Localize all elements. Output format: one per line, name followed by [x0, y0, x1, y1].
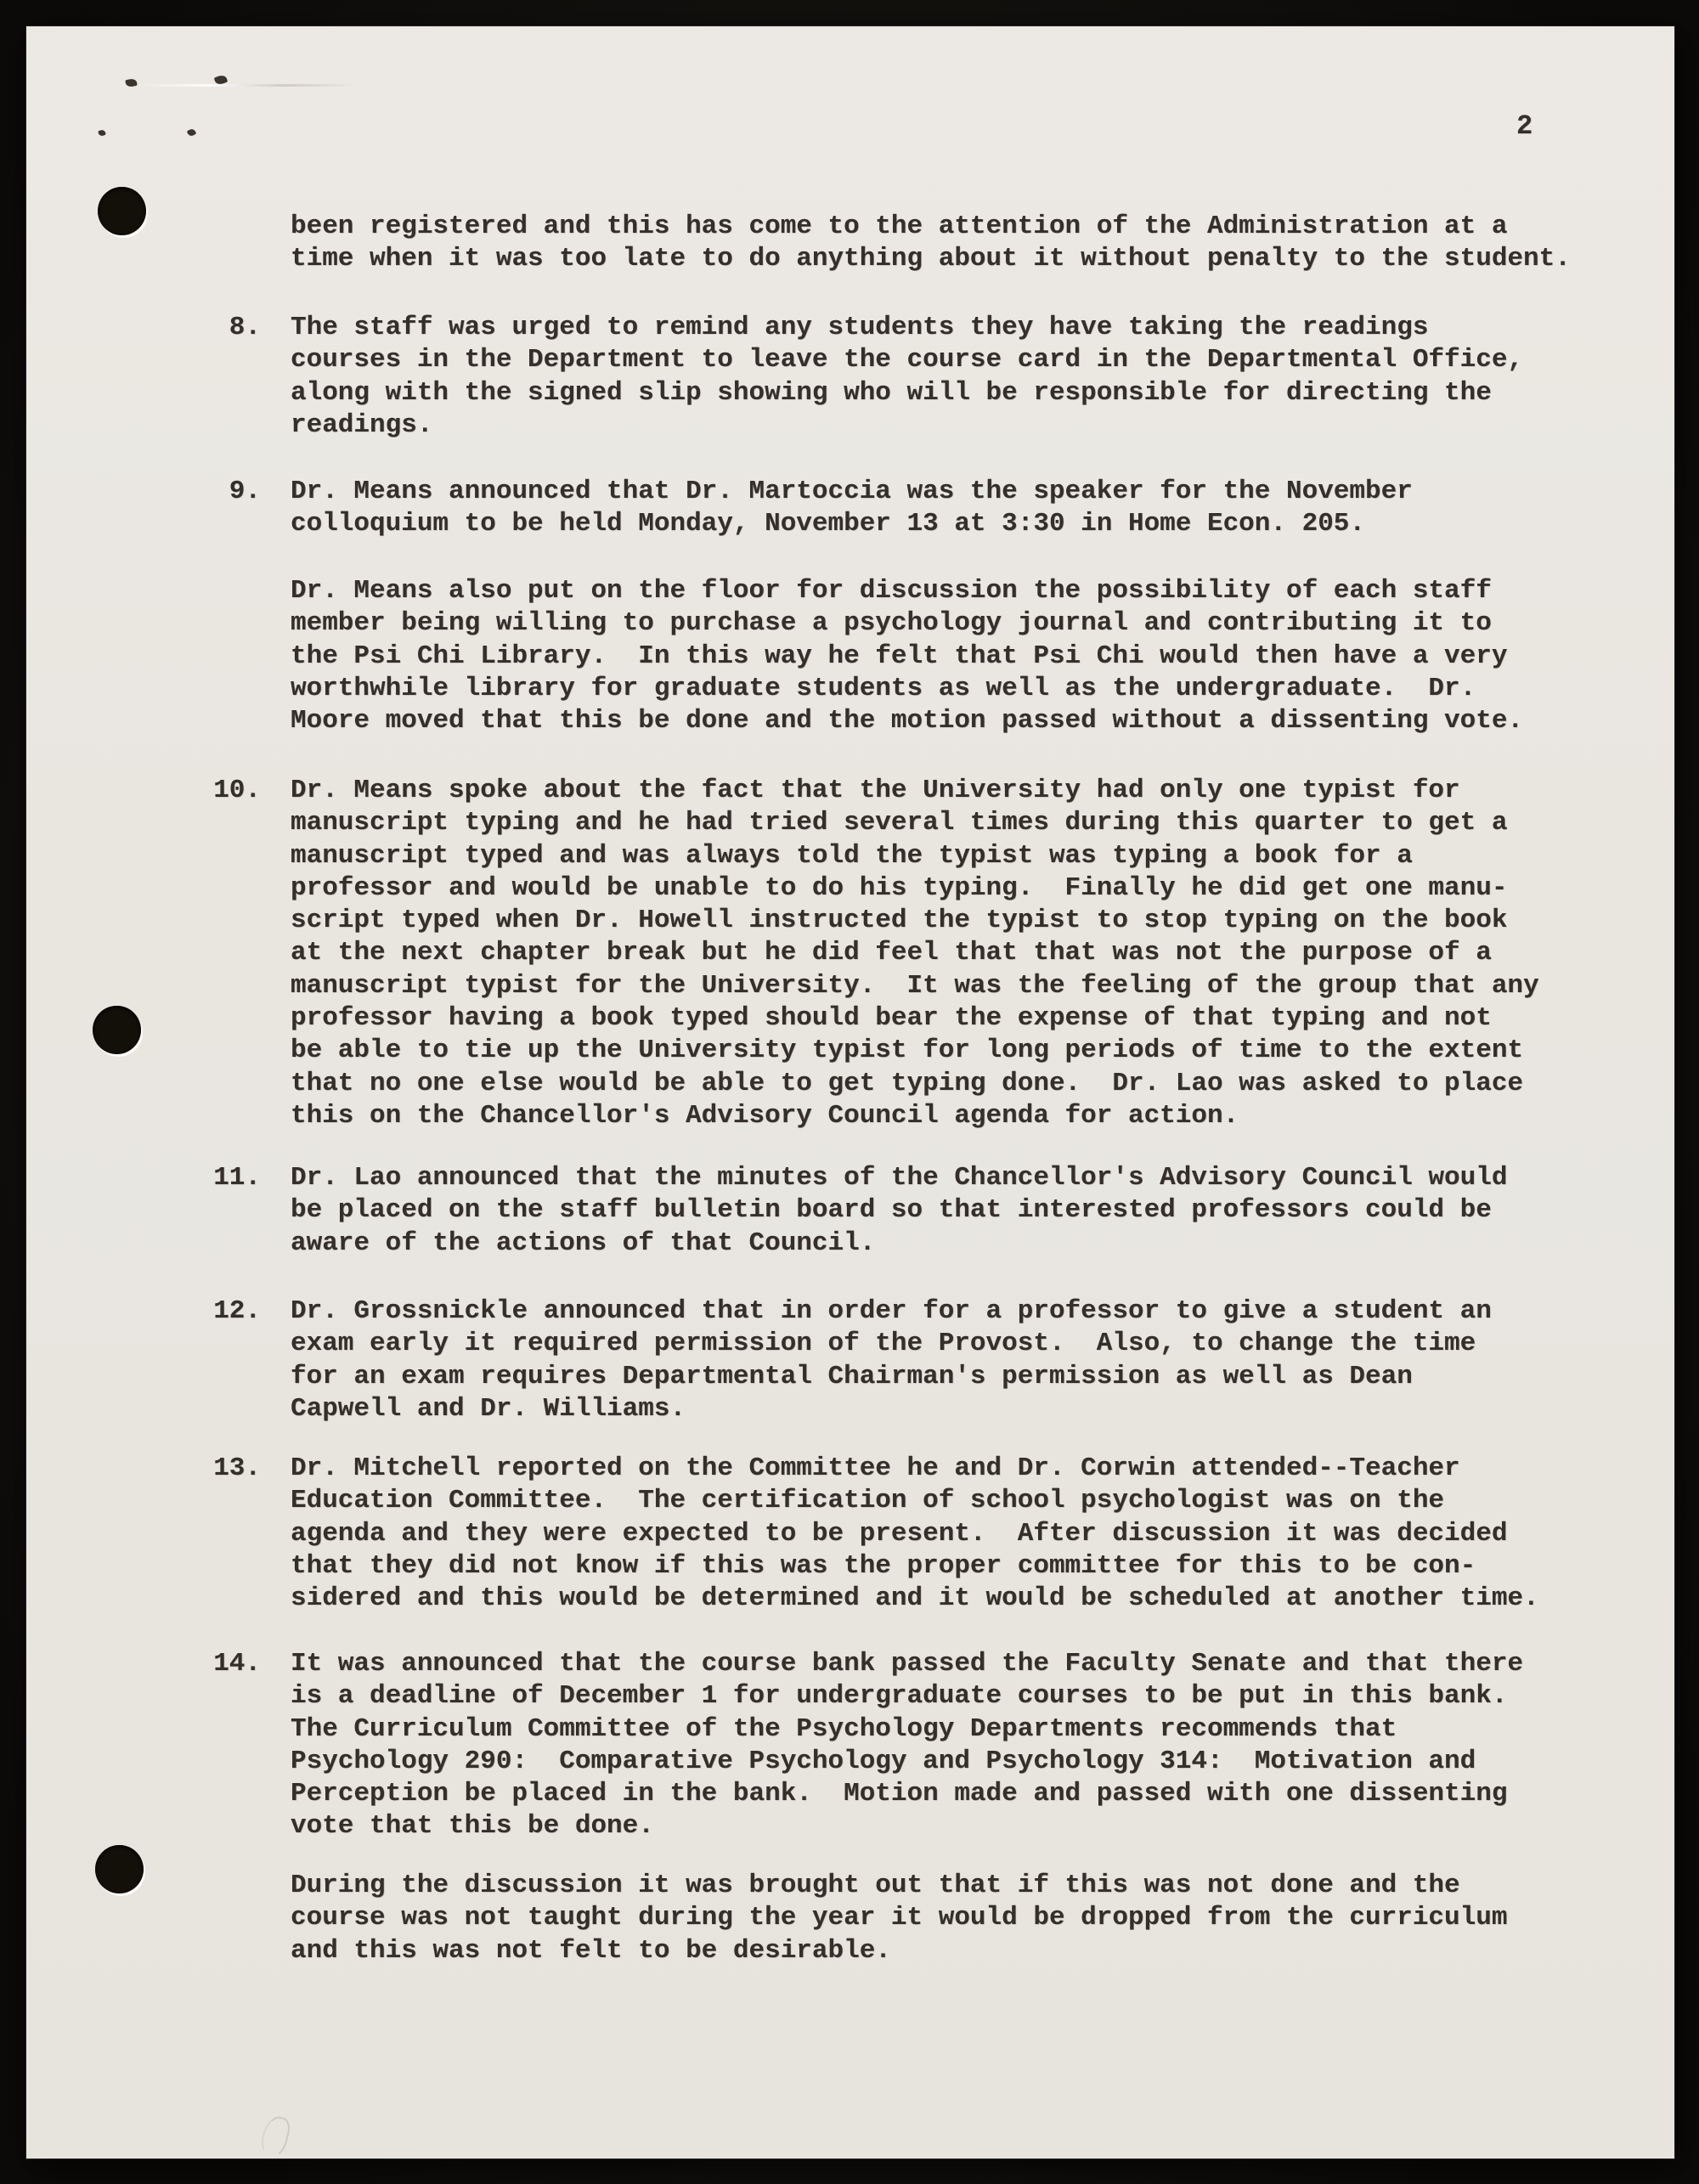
item-text-13: Dr. Mitchell reported on the Committee he and Dr. Corwin attended--Teacher Education Committee. The certification of school psychologist was on the agenda and they were expected to be present. After discussion it was decided that they did not know if this was the proper committee for this to be con- sidered and this would be determined and it would be scheduled at another time.: [291, 1453, 1539, 1614]
item-number-9: 9.: [229, 477, 261, 506]
staple-mark: [125, 78, 138, 88]
intro-paragraph: been registered and this has come to the attention of the Administration at a time when it was too late to do anything about it without penalty to the student.: [291, 212, 1571, 274]
item-text-10: Dr. Means spoke about the fact that the University had only one typist for manuscript typing and he had tried several times during this quarter to get a manuscript typed and was always told the typist was typing a book for a professor and would be unable to do his typing. Finally he did get one manu- script typed when Dr. Howell instructed the typist to stop typing on the book at the next chapter break but he did feel that that was not the purpose of a manuscript typist for the University. It was the feeling of the group that any professor having a book typed should bear the expense of that typing and not be able to tie up the University typist for long periods of time to the extent that no one else would be able to get typing done. Dr. Lao was asked to place this on the Chancellor's Advisory Council agenda for action.: [291, 776, 1539, 1131]
item-text-14-continued: During the discussion it was brought out that if this was not done and the course was not taught during the year it would be dropped from the curriculum and this was not felt to be desirable.: [291, 1871, 1508, 1966]
item-number-10: 10.: [213, 776, 261, 805]
punch-hole-middle: [93, 1006, 141, 1054]
item-number-12: 12.: [213, 1296, 261, 1326]
pencil-smudge: [258, 2113, 293, 2159]
punch-hole-top: [98, 187, 146, 235]
item-text-8: The staff was urged to remind any students they have taking the readings courses in the Department to leave the course card in the Departmental Office, along with the signed slip showing who will be responsible for directing the readings.: [291, 313, 1524, 440]
item-text-9: Dr. Means announced that Dr. Martoccia was the speaker for the November colloquium to be held Monday, November 13 at 3:30 in Home Econ. 205.: [291, 477, 1413, 539]
item-number-8: 8.: [229, 313, 261, 342]
staple-mark: [98, 129, 106, 137]
item-text-11: Dr. Lao announced that the minutes of the Chancellor's Advisory Council would be placed on the staff bulletin board so that interested professors could be aware of the actions of that Council.: [291, 1163, 1508, 1258]
item-number-13: 13.: [213, 1453, 261, 1483]
item-number-14: 14.: [213, 1649, 261, 1679]
punch-hole-bottom: [95, 1845, 144, 1893]
paper-crease: [137, 84, 358, 87]
item-number-11: 11.: [213, 1163, 261, 1193]
page-number: 2: [1516, 110, 1533, 142]
document-page: [26, 26, 1674, 2159]
item-text-14: It was announced that the course bank passed the Faculty Senate and that there is a deadline of December 1 for undergraduate courses to be put in this bank. The Curriculum Committee of the Psychology Departments recommends that Psychology 290: Comparative Psychology and Psychology 314: Motivation and Perception be placed in the bank. Motion made and passed with one dissenting vote that this be done.: [291, 1649, 1524, 1842]
staple-mark: [187, 127, 197, 137]
item-text-9-continued: Dr. Means also put on the floor for discussion the possibility of each staff member being willing to purchase a psychology journal and contributing it to the Psi Chi Library. In this way he felt that Psi Chi would then have a very worthwhile library for graduate students as well as the undergraduate. Dr. Moore moved that this be done and the motion passed without a dissenting vote.: [291, 576, 1524, 736]
item-text-12: Dr. Grossnickle announced that in order for a professor to give a student an exam early it required permission of the Provost. Also, to change the time for an exam requires Departmental Chairman's permission as well as Dean Capwell and Dr. Williams.: [291, 1296, 1492, 1424]
